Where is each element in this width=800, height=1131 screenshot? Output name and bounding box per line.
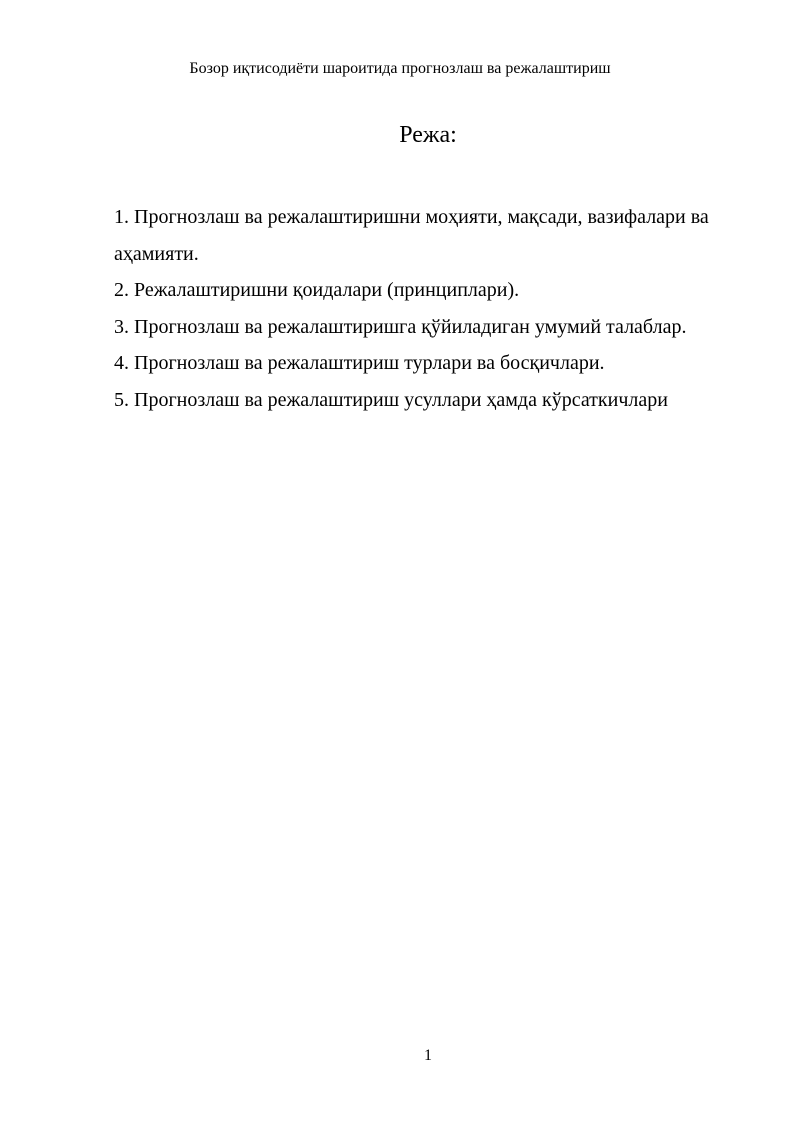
plan-item-4: 4. Прогнозлаш ва режалаштириш турлари ва босқичлари. — [114, 352, 605, 374]
plan-title: Режа: — [399, 122, 457, 148]
page-number: 1 — [424, 1047, 432, 1064]
plan-item-5: 5. Прогнозлаш ва режалаштириш усуллари ҳамда кўрсаткичлари — [114, 388, 668, 411]
plan-item-1: 1. Прогнозлаш ва режалаштиришни моҳияти, мақсади, вазифалари ва аҳамияти. — [114, 206, 709, 265]
plan-item-2: 2. Режалаштиришни қоидалари (принциплари). — [114, 279, 520, 301]
plan-item-3: 3. Прогнозлаш ва режалаштиришга қўйиладиган умумий талаблар. — [114, 315, 687, 338]
running-header: Бозор иқтисодиёти шароитида прогнозлаш ва режалаштириш — [189, 60, 611, 77]
plan-list — [114, 199, 734, 418]
